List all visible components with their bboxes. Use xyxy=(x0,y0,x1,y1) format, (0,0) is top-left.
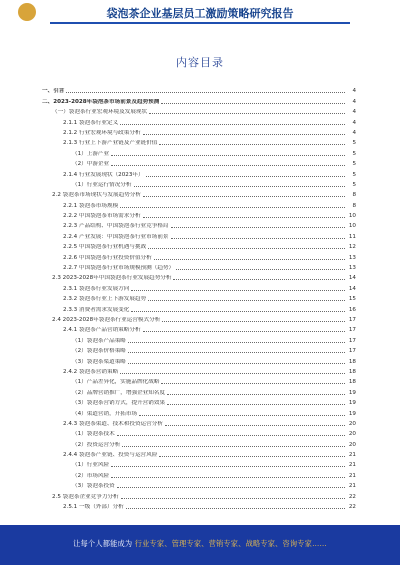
table-of-contents xyxy=(42,84,356,510)
toc-leader-dots xyxy=(111,477,345,478)
toc-entry-text: 二、2023-2028年袋泡茶市场前景及趋势预测 xyxy=(42,98,160,105)
page-footer xyxy=(0,525,400,565)
toc-entry-page: 20 xyxy=(348,441,356,448)
toc-leader-dots xyxy=(120,373,345,374)
toc-entry-page: 4 xyxy=(352,119,356,126)
toc-entry[interactable] xyxy=(42,344,356,354)
toc-leader-dots xyxy=(111,155,345,156)
toc-entry[interactable] xyxy=(42,313,356,323)
toc-entry-page: 5 xyxy=(352,140,356,147)
toc-leader-dots xyxy=(120,207,345,208)
toc-entry-page: 5 xyxy=(352,171,356,178)
toc-entry-page: 13 xyxy=(348,254,356,261)
toc-leader-dots xyxy=(167,394,345,395)
page-header xyxy=(0,0,400,28)
toc-entry-page: 8 xyxy=(352,202,356,209)
toc-entry-page: 21 xyxy=(348,462,356,469)
toc-entry-page: 18 xyxy=(348,358,356,365)
toc-leader-dots xyxy=(66,92,345,93)
toc-entry-page: 4 xyxy=(352,88,356,95)
header-divider xyxy=(50,22,350,24)
toc-entry[interactable] xyxy=(42,354,356,364)
toc-leader-dots xyxy=(176,269,345,270)
toc-entry-page: 14 xyxy=(348,285,356,292)
toc-entry-page: 17 xyxy=(348,348,356,355)
toc-leader-dots xyxy=(167,404,345,405)
toc-leader-dots xyxy=(146,176,345,177)
toc-entry[interactable] xyxy=(42,458,356,468)
toc-entry-text: 2.2.6 中国袋泡茶行业投资价值分析 xyxy=(63,254,152,261)
toc-entry[interactable] xyxy=(42,146,356,156)
toc-entry-page: 13 xyxy=(348,265,356,272)
toc-entry[interactable] xyxy=(42,219,356,229)
toc-leader-dots xyxy=(171,238,345,239)
toc-entry[interactable] xyxy=(42,188,356,198)
toc-entry-text: （2）中游企业 xyxy=(72,161,110,168)
toc-leader-dots xyxy=(171,227,345,228)
toc-entry-text: 2.2.5 中国袋泡茶行业机遇与挑战 xyxy=(63,244,147,251)
toc-entry-page: 19 xyxy=(348,389,356,396)
toc-entry[interactable] xyxy=(42,229,356,239)
toc-leader-dots xyxy=(143,331,345,332)
footer-slogan xyxy=(0,539,400,549)
toc-leader-dots xyxy=(117,487,345,488)
toc-entry-page: 19 xyxy=(348,410,356,417)
toc-entry[interactable] xyxy=(42,375,356,385)
toc-entry[interactable] xyxy=(42,333,356,343)
toc-entry-text: （2）袋泡茶价格策略 xyxy=(72,348,126,355)
toc-entry[interactable] xyxy=(42,396,356,406)
toc-entry[interactable] xyxy=(42,178,356,188)
toc-entry-page: 5 xyxy=(352,181,356,188)
toc-entry-text: （1）袋泡茶产品策略 xyxy=(72,337,126,344)
footer-slogan-lead: 让每个人都能成为 xyxy=(73,539,133,548)
toc-entry-page: 5 xyxy=(352,161,356,168)
toc-entry-text: 2.3.2 袋泡茶行业上下游发展趋势 xyxy=(63,296,147,303)
toc-leader-dots xyxy=(139,415,345,416)
toc-leader-dots xyxy=(131,290,345,291)
toc-leader-dots xyxy=(149,113,345,114)
toc-leader-dots xyxy=(154,259,345,260)
toc-entry-page: 12 xyxy=(348,244,356,251)
toc-entry-text: 2.4.3 袋泡茶渠道、技术和投资运营分析 xyxy=(63,420,163,427)
toc-entry-text: 2.2.3 产品结构、中国袋泡茶行业竞争格局 xyxy=(63,223,169,230)
toc-entry[interactable] xyxy=(42,479,356,489)
toc-entry[interactable] xyxy=(42,115,356,125)
toc-entry-page: 21 xyxy=(348,452,356,459)
toc-entry-text: （2）市场风险 xyxy=(72,472,110,479)
toc-leader-dots xyxy=(143,196,345,197)
toc-leader-dots xyxy=(131,311,345,312)
toc-entry-text: （2）品牌营销推广，增强企业知名度 xyxy=(72,389,166,396)
toc-entry-page: 20 xyxy=(348,420,356,427)
toc-entry[interactable] xyxy=(42,105,356,115)
toc-entry-text: （1）行业运行情况分析 xyxy=(72,181,132,188)
toc-entry[interactable] xyxy=(42,365,356,375)
toc-heading: 内容目录 xyxy=(176,56,224,69)
toc-leader-dots xyxy=(121,498,345,499)
toc-entry-text: 2.1.2 行业宏观环境与政策分析 xyxy=(63,129,141,136)
toc-entry[interactable] xyxy=(42,385,356,395)
toc-entry-text: （1）行业风险 xyxy=(72,462,110,469)
toc-entry-text: 2.3 2023-2028年中国袋泡茶行业发展趋势分析 xyxy=(52,275,172,282)
toc-entry[interactable] xyxy=(42,302,356,312)
toc-entry[interactable] xyxy=(42,489,356,499)
toc-entry[interactable] xyxy=(42,427,356,437)
toc-entry[interactable] xyxy=(42,281,356,291)
toc-entry-text: （1）产品差异化，实施品牌化战略 xyxy=(72,379,160,386)
toc-entry-text: （3）袋泡茶投资 xyxy=(72,483,115,490)
toc-leader-dots xyxy=(128,352,345,353)
toc-entry[interactable] xyxy=(42,323,356,333)
toc-entry[interactable] xyxy=(42,240,356,250)
toc-entry[interactable] xyxy=(42,292,356,302)
toc-entry-page: 16 xyxy=(348,306,356,313)
toc-entry-text: 2.4.2 袋泡茶营销策略 xyxy=(63,368,119,375)
toc-leader-dots xyxy=(111,165,345,166)
toc-entry-text: 2.4.1 袋泡茶产品营销策略分析 xyxy=(63,327,141,334)
toc-leader-dots xyxy=(173,279,345,280)
toc-entry[interactable] xyxy=(42,500,356,510)
toc-entry-text: 2.2 袋泡茶市场现状与发展趋势分析 xyxy=(52,192,141,199)
toc-entry-page: 8 xyxy=(352,192,356,199)
toc-leader-dots xyxy=(148,248,345,249)
toc-entry-page: 17 xyxy=(348,316,356,323)
toc-leader-dots xyxy=(143,217,345,218)
toc-entry[interactable] xyxy=(42,136,356,146)
toc-entry[interactable] xyxy=(42,437,356,447)
toc-leader-dots xyxy=(161,383,345,384)
toc-leader-dots xyxy=(159,144,345,145)
toc-entry[interactable] xyxy=(42,157,356,167)
toc-leader-dots xyxy=(111,466,345,467)
toc-entry-text: 2.2.7 中国袋泡茶行业市场规模预测（趋势） xyxy=(63,265,175,272)
toc-entry-page: 22 xyxy=(348,504,356,511)
toc-entry-page: 10 xyxy=(348,213,356,220)
toc-entry[interactable] xyxy=(42,406,356,416)
toc-entry-text: 2.2.1 袋泡茶市场规模 xyxy=(63,202,119,209)
toc-entry[interactable] xyxy=(42,468,356,478)
toc-entry-text: 2.4 2023-2028年袋泡茶行业运营模式分析 xyxy=(52,316,161,323)
toc-entry-page: 10 xyxy=(348,223,356,230)
toc-leader-dots xyxy=(159,456,345,457)
toc-entry-text: 2.2.4 产业发展：中国袋泡茶行业市场前景 xyxy=(63,233,169,240)
toc-leader-dots xyxy=(128,363,345,364)
toc-leader-dots xyxy=(134,186,346,187)
toc-entry-page: 20 xyxy=(348,431,356,438)
toc-entry-text: （3）袋泡茶营销方式，提升营销效果 xyxy=(72,400,166,407)
toc-leader-dots xyxy=(128,342,345,343)
toc-entry-page: 4 xyxy=(352,129,356,136)
toc-entry-page: 14 xyxy=(348,275,356,282)
toc-entry[interactable] xyxy=(42,261,356,271)
toc-entry-text: 2.5 袋泡茶企业竞争力分析 xyxy=(52,493,119,500)
report-title: 袋泡茶企业基层员工激励策略研究报告 xyxy=(106,7,294,20)
toc-entry-text: 2.5.1 一级（外部）分析 xyxy=(63,504,124,511)
toc-entry-page: 18 xyxy=(348,368,356,375)
toc-entry[interactable] xyxy=(42,198,356,208)
toc-leader-dots xyxy=(122,446,345,447)
toc-entry-page: 4 xyxy=(352,98,356,105)
toc-entry[interactable] xyxy=(42,250,356,260)
toc-entry-text: （1）上游产业 xyxy=(72,150,110,157)
toc-entry[interactable] xyxy=(42,271,356,281)
toc-leader-dots xyxy=(143,134,345,135)
toc-entry-page: 22 xyxy=(348,493,356,500)
toc-leader-dots xyxy=(117,435,345,436)
toc-entry-page: 17 xyxy=(348,327,356,334)
toc-entry-page: 15 xyxy=(348,296,356,303)
toc-entry-text: 2.3.1 袋泡茶行业发展方向 xyxy=(63,285,130,292)
toc-entry-text: （2）投资运营分析 xyxy=(72,441,121,448)
toc-entry[interactable] xyxy=(42,417,356,427)
toc-entry[interactable] xyxy=(42,84,356,94)
toc-leader-dots xyxy=(162,321,345,322)
toc-leader-dots xyxy=(126,508,345,509)
toc-entry-page: 4 xyxy=(352,109,356,116)
toc-entry-text: 2.4.4 袋泡茶产业链、投资与运营风险 xyxy=(63,452,158,459)
toc-entry[interactable] xyxy=(42,448,356,458)
toc-entry-text: （4）渠道营销，开拓市场 xyxy=(72,410,138,417)
toc-entry-page: 21 xyxy=(348,472,356,479)
toc-entry-text: 2.1.1 袋泡茶行业定义 xyxy=(63,119,119,126)
toc-leader-dots xyxy=(161,103,345,104)
toc-entry-text: （1）袋泡茶技术 xyxy=(72,431,115,438)
toc-entry-page: 18 xyxy=(348,379,356,386)
toc-entry-page: 19 xyxy=(348,400,356,407)
toc-entry-page: 17 xyxy=(348,337,356,344)
toc-leader-dots xyxy=(120,124,345,125)
toc-entry-page: 5 xyxy=(352,150,356,157)
toc-entry-text: 2.3.3 消费者需求发展变化 xyxy=(63,306,130,313)
toc-entry-text: 一、引言 xyxy=(42,88,65,95)
toc-leader-dots xyxy=(148,300,345,301)
toc-leader-dots xyxy=(165,425,345,426)
toc-entry[interactable] xyxy=(42,209,356,219)
toc-entry-page: 11 xyxy=(348,233,356,240)
toc-entry-text: （一）袋泡茶行业宏观环境及发展现状 xyxy=(52,109,148,116)
footer-slogan-roles: 行业专家、管理专家、营销专家、战略专家、咨询专家…… xyxy=(134,539,327,548)
toc-entry[interactable] xyxy=(42,94,356,104)
toc-entry-text: （3）袋泡茶渠道策略 xyxy=(72,358,126,365)
toc-entry-text: 2.1.3 行业上下游产业链及产业链价值 xyxy=(63,140,158,147)
toc-entry-text: 2.2.2 中国袋泡茶市场需求分析 xyxy=(63,213,141,220)
toc-entry[interactable] xyxy=(42,126,356,136)
toc-entry[interactable] xyxy=(42,167,356,177)
toc-entry-text: 2.1.4 行业发展现状（2023年） xyxy=(63,171,144,178)
toc-entry-page: 21 xyxy=(348,483,356,490)
